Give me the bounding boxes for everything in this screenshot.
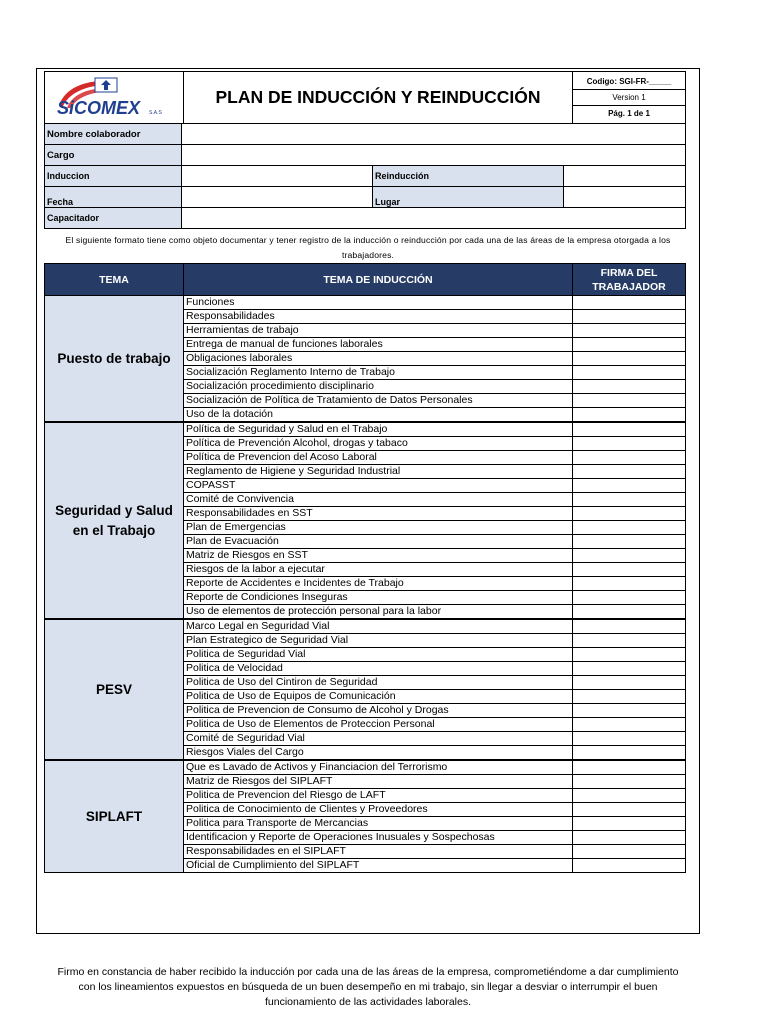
lugar-field[interactable] [564,187,686,208]
topic-item: Funciones [184,296,573,310]
signature-cell[interactable] [573,831,686,845]
topic-item: Responsabilidades en SST [184,507,573,521]
topic-item: Que es Lavado de Activos y Financiacion del Terrorismo [184,760,573,775]
topic-item: Herramientas de trabajo [184,324,573,338]
signature-cell[interactable] [573,605,686,620]
table-row [45,296,686,310]
signature-cell[interactable] [573,437,686,451]
induction-table-body [45,296,686,873]
form-page [36,68,700,1008]
signature-cell[interactable] [573,352,686,366]
signature-cell[interactable] [573,775,686,789]
signature-cell[interactable] [573,648,686,662]
topic-item: Politica de Conocimiento de Clientes y Proveedores [184,803,573,817]
company-logo [45,72,183,118]
signature-cell[interactable] [573,549,686,563]
topic-item: Politica de Uso de Equipos de Comunicación [184,690,573,704]
signature-cell[interactable] [573,563,686,577]
topic-item: Comité de Seguridad Vial [184,732,573,746]
signature-cell[interactable] [573,577,686,591]
signature-cell[interactable] [573,676,686,690]
signature-cell[interactable] [573,422,686,437]
topic-item: Socialización procedimiento disciplinario [184,380,573,394]
signature-cell[interactable] [573,746,686,761]
signature-cell[interactable] [573,817,686,831]
signature-cell[interactable] [573,690,686,704]
topic-item: Riesgos Viales del Cargo [184,746,573,761]
section-label: PESV [45,619,184,760]
signature-cell[interactable] [573,803,686,817]
topic-item: Oficial de Cumplimiento del SIPLAFT [184,859,573,873]
signature-cell[interactable] [573,380,686,394]
table-row [45,760,686,775]
signature-cell[interactable] [573,845,686,859]
topic-item: Comité de Convivencia [184,493,573,507]
signature-cell[interactable] [573,591,686,605]
topic-item: Politica de Prevencion de Consumo de Alcohol y Drogas [184,704,573,718]
topic-item: Responsabilidades en el SIPLAFT [184,845,573,859]
topic-item: Politica para Transporte de Mercancias [184,817,573,831]
signature-cell[interactable] [573,634,686,648]
capacitador-label: Capacitador [45,208,182,229]
cargo-label: Cargo [45,145,182,166]
topic-item: Politica de Uso de Elementos de Proteccion Personal [184,718,573,732]
signature-cell[interactable] [573,338,686,352]
topic-item: Socialización Reglamento Interno de Trabajo [184,366,573,380]
signature-cell[interactable] [573,493,686,507]
section-label: SIPLAFT [45,760,184,873]
topic-item: Politica de Velocidad [184,662,573,676]
signature-cell[interactable] [573,465,686,479]
signature-cell[interactable] [573,394,686,408]
info-table [44,123,686,229]
logo-text: SiCOMEX [57,98,141,118]
col-tema-induccion-header: TEMA DE INDUCCIÓN [184,264,573,296]
topic-item: Plan de Evacuación [184,535,573,549]
signature-cell[interactable] [573,718,686,732]
signature-cell[interactable] [573,535,686,549]
topic-item: Entrega de manual de funciones laborales [184,338,573,352]
signature-cell[interactable] [573,521,686,535]
topic-item: Matriz de Riesgos en SST [184,549,573,563]
signature-cell[interactable] [573,859,686,873]
intro-text: El siguiente formato tiene como objeto documentar y tener registro de la inducción o reinducción por cada una de las áreas de la empresa otorgada a los trabajadores. [65,235,671,260]
topic-item: Marco Legal en Seguridad Vial [184,619,573,634]
document-meta [573,72,686,124]
fecha-label: Fecha [45,187,182,208]
signature-cell[interactable] [573,408,686,423]
section-label: Seguridad y Salud en el Trabajo [45,422,184,619]
nombre-field[interactable] [182,124,686,145]
footer-statement: Firmo en constancia de haber recibido la inducción por cada una de las áreas de la empresa, comprometiéndome a dar cumplimiento con los lineamientos expuestos en búsqueda de un buen desempeño en mi trabajo, sin llegar a desviar o interrumpir el buen funcionamiento de las actividades laborales. [57,966,679,1008]
section-label: Puesto de trabajo [45,296,184,423]
lugar-label: Lugar [373,187,564,208]
topic-item: Uso de elementos de protección personal para la labor [184,605,573,620]
topic-item: Riesgos de la labor a ejecutar [184,563,573,577]
signature-cell[interactable] [573,324,686,338]
induccion-label: Induccion [45,166,182,187]
reinduccion-field[interactable] [564,166,686,187]
topic-item: Politica de Uso del Cintiron de Seguridad [184,676,573,690]
signature-cell[interactable] [573,789,686,803]
topic-item: Política de Prevencion del Acoso Laboral [184,451,573,465]
signature-cell[interactable] [573,479,686,493]
induction-table [44,263,686,873]
topic-item: Política de Seguridad y Salud en el Trabajo [184,422,573,437]
cargo-field[interactable] [182,145,686,166]
signature-cell[interactable] [573,507,686,521]
nombre-label: Nombre colaborador [45,124,182,145]
capacitador-field[interactable] [182,208,686,229]
form-title: PLAN DE INDUCCIÓN Y REINDUCCIÓN [184,72,573,124]
topic-item: Socialización de Política de Tratamiento de Datos Personales [184,394,573,408]
signature-cell[interactable] [573,310,686,324]
topic-item: Reporte de Accidentes e Incidentes de Trabajo [184,577,573,591]
topic-item: Identificacion y Reporte de Operaciones Inusuales y Sospechosas [184,831,573,845]
signature-cell[interactable] [573,451,686,465]
topic-item: Plan de Emergencias [184,521,573,535]
topic-item: Política de Prevención Alcohol, drogas y tabaco [184,437,573,451]
topic-item: Responsabilidades [184,310,573,324]
document-code: Codigo: SGI-FR-_____ [573,74,685,90]
topic-item: Reglamento de Higiene y Seguridad Industrial [184,465,573,479]
signature-cell[interactable] [573,366,686,380]
table-row [45,619,686,634]
topic-item: COPASST [184,479,573,493]
topic-item: Plan Estrategico de Seguridad Vial [184,634,573,648]
col-tema-header: TEMA [45,264,184,296]
induccion-field[interactable] [182,166,373,187]
document-page: Pág. 1 de 1 [608,109,650,118]
table-row [45,422,686,437]
logo-suffix: S.A.S [149,110,162,116]
signature-cell[interactable] [573,704,686,718]
document-version: Version 1 [573,90,685,106]
col-firma-header: FIRMA DEL TRABAJADOR [573,264,686,296]
reinduccion-label: Reinducción [373,166,564,187]
header-table [44,71,686,124]
topic-item: Reporte de Condiciones Inseguras [184,591,573,605]
signature-cell[interactable] [573,760,686,775]
topic-item: Politica de Seguridad Vial [184,648,573,662]
topic-item: Uso de la dotación [184,408,573,423]
signature-cell[interactable] [573,732,686,746]
signature-cell[interactable] [573,296,686,310]
fecha-field[interactable] [182,187,373,208]
topic-item: Politica de Prevencion del Riesgo de LAFT [184,789,573,803]
topic-item: Matriz de Riesgos del SIPLAFT [184,775,573,789]
logo-cell [45,72,184,124]
topic-item: Obligaciones laborales [184,352,573,366]
signature-cell[interactable] [573,662,686,676]
signature-cell[interactable] [573,619,686,634]
